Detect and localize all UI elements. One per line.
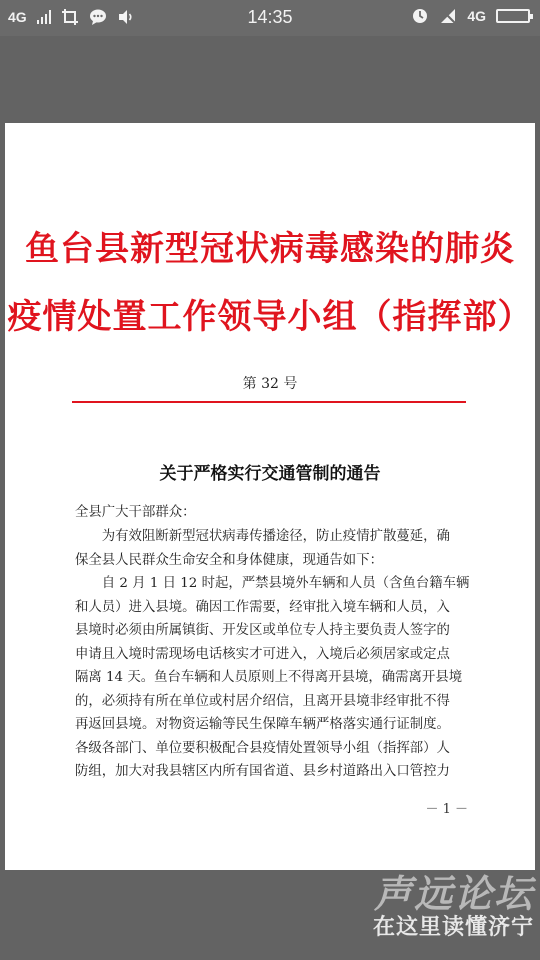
body-line: 保全县人民群众生命安全和身体健康，现通告如下： [75, 552, 383, 568]
red-divider [72, 401, 466, 403]
body-line: 为有效阻断新型冠状病毒传播途径，防止疫情扩散蔓延，确 [75, 529, 450, 544]
forum-watermark [334, 874, 534, 954]
body-line: 各级各部门、单位要积极配合县疫情处置领导小组（指挥部）人 [75, 740, 450, 756]
body-line: 再返回县境。对物资运输等民生保障车辆严格落实通行证制度。 [75, 717, 450, 732]
no-sim-icon [439, 7, 457, 25]
body-line: 申请且入境时需现场电话核实才可进入，入境后必须居家或定点 [75, 646, 450, 662]
alarm-icon [411, 7, 429, 25]
watermark-slogan: 在这里读懂济宁 [372, 915, 534, 940]
body-line: 隔离 14 天。鱼台车辆和人员原则上不得离开县境，确需离开县境 [75, 670, 463, 685]
battery-icon [496, 9, 530, 23]
notice-body [75, 525, 472, 784]
body-line: 和人员）进入县境。确因工作需要，经审批入境车辆和人员，入 [75, 599, 450, 615]
network-type-left: 4G [8, 9, 27, 25]
document-title-line-2: 疫情处置工作领导小组（指挥部） [7, 297, 533, 337]
clock: 14:35 [247, 7, 293, 27]
document-title-line-1: 鱼台县新型冠状病毒感染的肺炎 [25, 229, 515, 269]
document-number: 第 32 号 [242, 376, 298, 392]
page-number: － 1 － [425, 802, 468, 817]
network-type-right: 4G [467, 8, 486, 24]
notice-title: 关于严格实行交通管制的通告 [159, 464, 381, 484]
body-line: 的，必须持有所在单位或村居介绍信，且离开县境非经审批不得 [75, 693, 450, 709]
body-line: 防组，加大对我县辖区内所有国省道、县乡村道路出入口管控力 [75, 764, 450, 779]
document-page [5, 123, 535, 870]
status-bar [0, 0, 540, 36]
body-line: 自 2 月 1 日 12 时起，严禁县境外车辆和人员（含鱼台籍车辆 [75, 576, 470, 591]
body-line: 县境时必须由所属镇街、开发区或单位专人持主要负责人签字的 [75, 623, 450, 638]
salutation [75, 501, 472, 525]
watermark-logo-text: 声远论坛 [373, 872, 534, 916]
salutation-text: 全县广大干部群众： [75, 505, 196, 520]
status-right-group [411, 7, 530, 25]
